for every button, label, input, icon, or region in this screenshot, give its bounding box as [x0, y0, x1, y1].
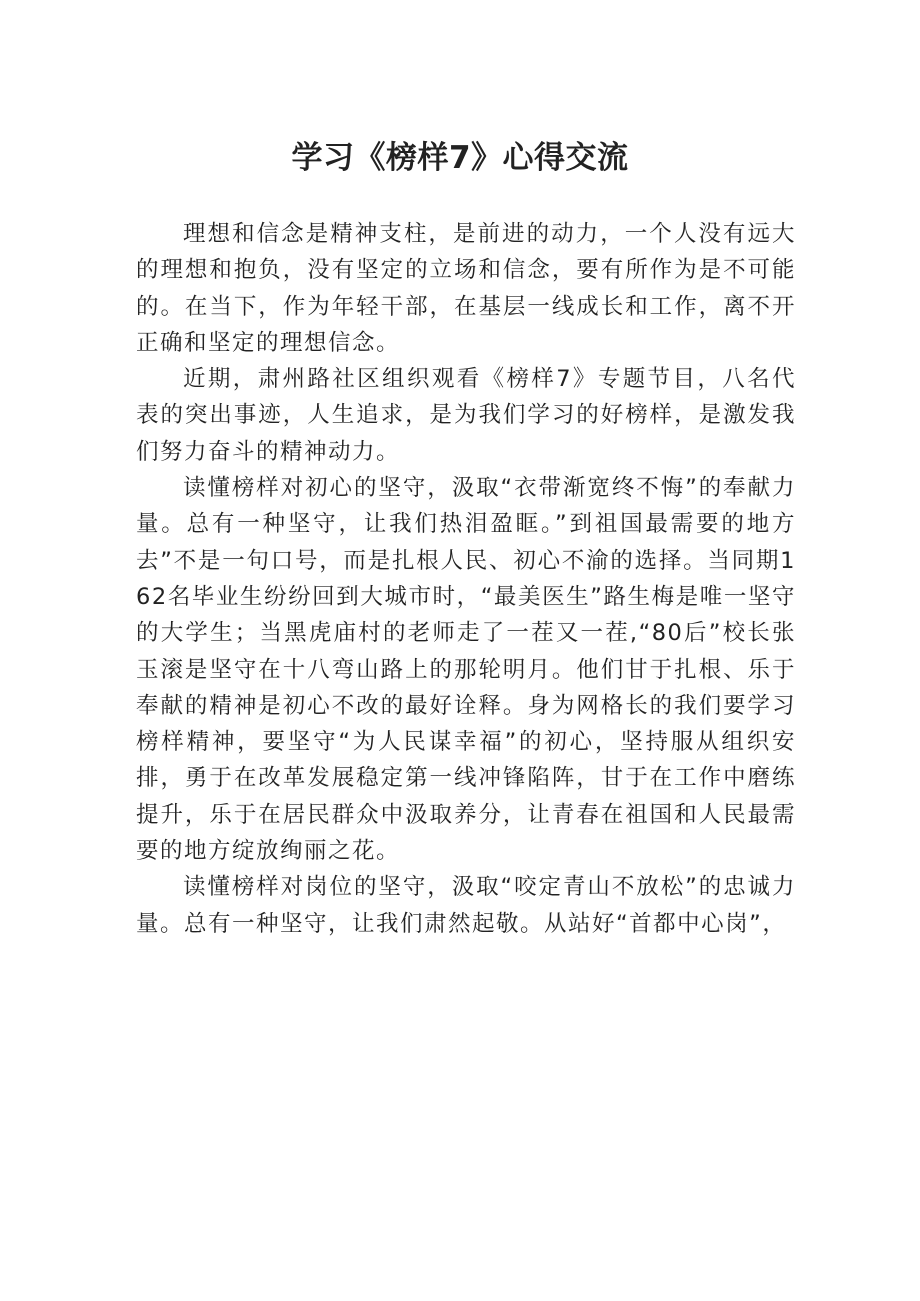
document-title: 学习《榜样7》心得交流 [291, 140, 629, 176]
paragraph-recent-viewing: 近期，肃州路社区组织观看《榜样7》专题节目，八名代表的突出事迹，人生追求，是为我们学习的好榜样，是激发我们努力奋斗的精神动力。 [136, 366, 796, 465]
paragraph-post-commitment: 读懂榜样对岗位的坚守，汲取“咬定青山不放松”的忠诚力量。总有一种坚守，让我们肃然起敬。从站好“首都中心岗”， [136, 874, 796, 937]
document-body [136, 216, 796, 942]
paragraph-ideals: 理想和信念是精神支柱，是前进的动力，一个人没有远大的理想和抱负，没有坚定的立场和信念，要有所作为是不可能的。在当下，作为年轻干部，在基层一线成长和工作，离不开正确和坚定的理想信念。 [136, 221, 796, 356]
paragraph-original-aspiration: 读懂榜样对初心的坚守，汲取“衣带渐宽终不悔”的奉献力量。总有一种坚守，让我们热泪盈眶。”到祖国最需要的地方去”不是一句口号，而是扎根人民、初心不渝的选择。当同期162名毕业生纷纷回到大城市时，“最美医生”路生梅是唯一坚守的大学生；当黑虎庙村的老师走了一茬又一茬,“80后”校长张玉滚是坚守在十八弯山路上的那轮明月。他们甘于扎根、乐于奉献的精神是初心不改的最好诠释。身为网格长的我们要学习榜样精神，要坚守“为人民谋幸福”的初心，坚持服从组织安排，勇于在改革发展稳定第一线冲锋陷阵，甘于在工作中磨练提升，乐于在居民群众中汲取养分，让青春在祖国和人民最需要的地方绽放绚丽之花。 [136, 475, 796, 865]
